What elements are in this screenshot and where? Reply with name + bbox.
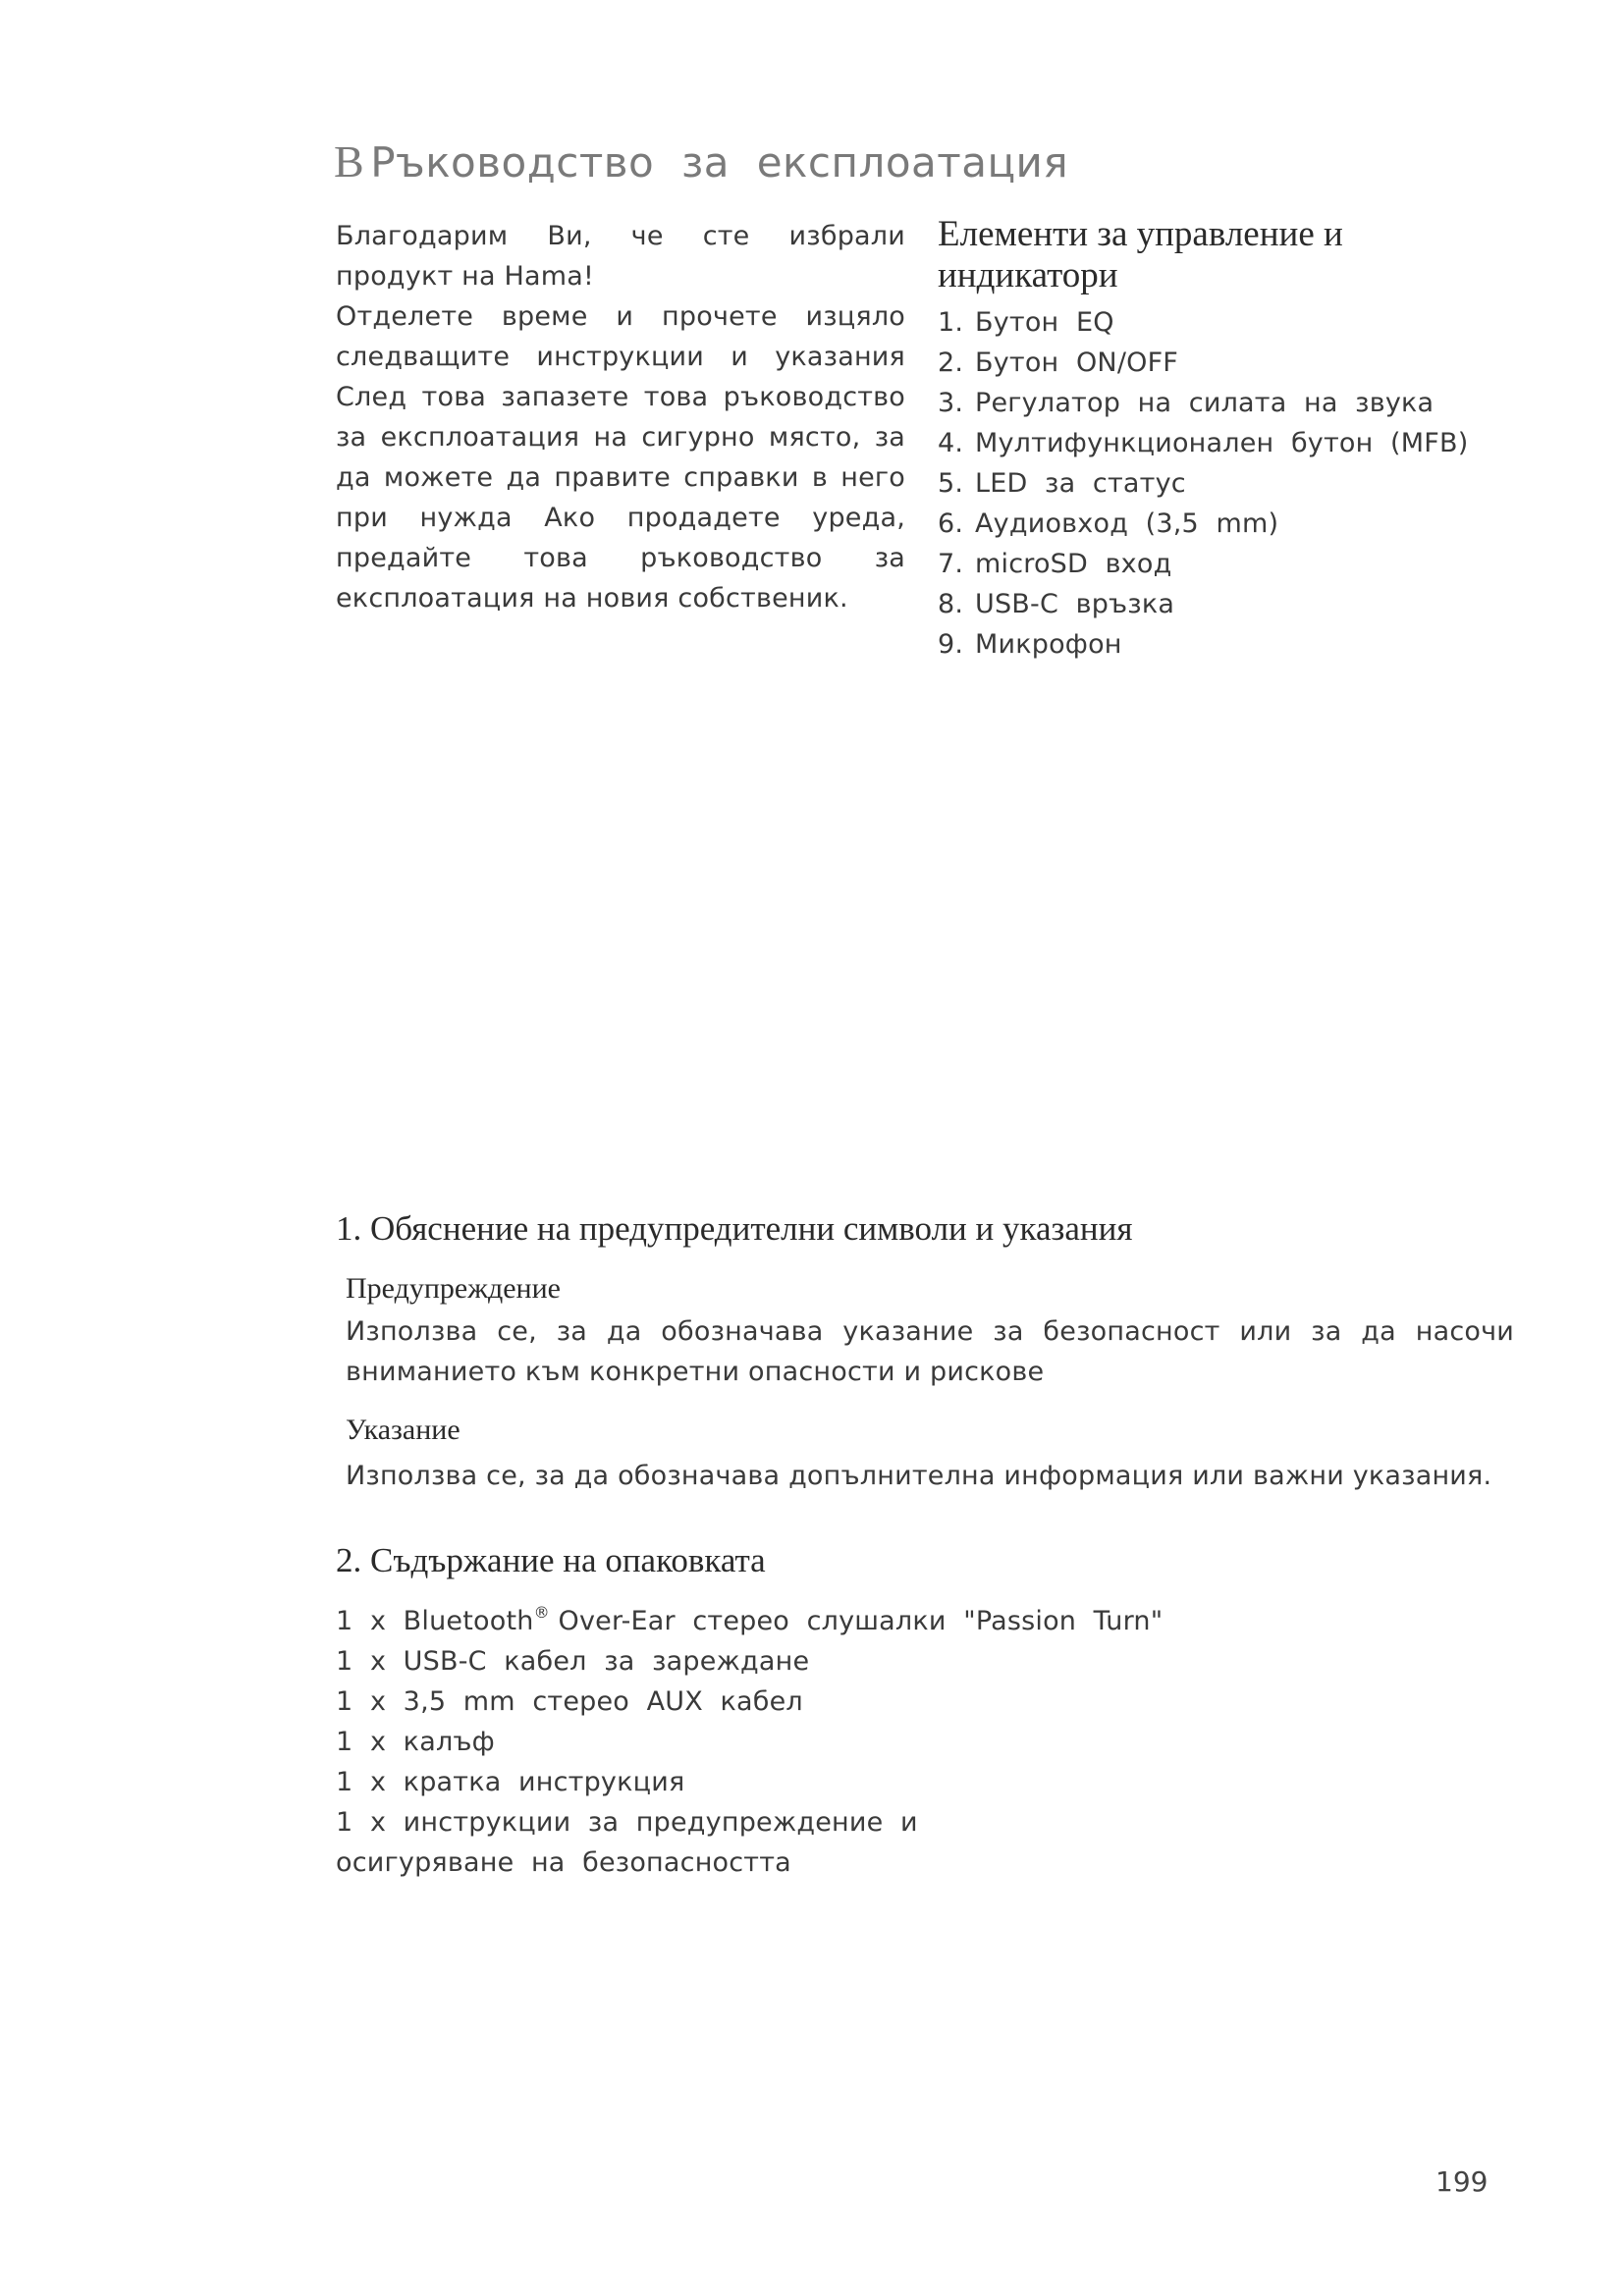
list-item (938, 504, 1468, 544)
item-label: Бутон EQ (975, 307, 1114, 338)
intro-paragraph-thanks: Благодарим Ви, че сте избрали продукт на Hama! (336, 221, 905, 292)
list-item: осигуряване на безопасността (336, 1847, 791, 1878)
item-label: LED за статус (975, 468, 1186, 499)
list-item (938, 302, 1468, 343)
item-number: 9. (938, 629, 964, 660)
item-label: Аудиовход (3,5 mm) (975, 508, 1279, 539)
package-contents-list (336, 1592, 1163, 1883)
item-label: Бутон ON/OFF (975, 347, 1179, 378)
controls-list (938, 302, 1468, 665)
item-text: 1 x Bluetooth (336, 1606, 534, 1636)
item-number: 7. (938, 549, 964, 579)
section-1-heading: 1. Обяснение на предупредителни символи и указания (336, 1209, 1133, 1248)
item-number: 5. (938, 468, 964, 499)
list-item: 1 x 3,5 mm стерео AUX кабел (336, 1686, 803, 1717)
intro-text (336, 216, 905, 618)
list-item: 1 x калъф (336, 1727, 495, 1757)
item-number: 8. (938, 589, 964, 619)
item-label: USB-C връзка (975, 589, 1175, 619)
list-item (336, 1592, 1163, 1641)
intro-paragraph-instructions: Отделете време и прочете изцяло следващите инструкции и указания След това запазете това ръководство за експлоатация на сигурно място, за да можете да правите справки в него при нужда Ако продадете уреда, предайте това ръководство за експлоатация на новия собственик. (336, 301, 905, 614)
item-label: microSD вход (975, 549, 1172, 579)
item-number: 2. (938, 347, 964, 378)
warning-text: Използва се, за да обозначава указание за безопасност или за да насочи вниманието към конкретни опасности и рискове (346, 1316, 1514, 1387)
item-label: Мултифункционален бутон (MFB) (975, 428, 1469, 458)
item-number: 4. (938, 428, 964, 458)
list-item (938, 423, 1468, 463)
list-item: 1 x USB-C кабел за зареждане (336, 1646, 810, 1677)
warning-heading: Предупреждение (346, 1272, 561, 1305)
list-item (938, 463, 1468, 504)
list-item (938, 343, 1468, 383)
controls-heading: Елементи за управление и индикатори (938, 214, 1343, 295)
registered-mark: ® (533, 1603, 550, 1622)
list-item (938, 383, 1468, 423)
list-item (938, 544, 1468, 584)
section-2-heading: 2. Съдържание на опаковката (336, 1541, 766, 1579)
title-text: Ръководство за експлоатация (370, 138, 1069, 187)
page-number: 199 (1435, 2165, 1489, 2198)
page-title (334, 135, 1068, 187)
list-item: 1 x кратка инструкция (336, 1767, 685, 1797)
item-number: 6. (938, 508, 964, 539)
item-label: Регулатор на силата на звука (975, 388, 1435, 418)
item-text: Over-Ear стерео слушалки "Passion Turn" (549, 1606, 1164, 1636)
item-number: 1. (938, 307, 964, 338)
list-item (938, 624, 1468, 665)
note-heading: Указание (346, 1414, 460, 1446)
item-number: 3. (938, 388, 964, 418)
list-item: 1 x инструкции за предупреждение и (336, 1807, 918, 1838)
title-section-letter: B (334, 136, 365, 187)
list-item (938, 584, 1468, 624)
note-text: Използва се, за да обозначава допълнителна информация или важни указания. (346, 1461, 1492, 1491)
item-label: Микрофон (975, 629, 1122, 660)
